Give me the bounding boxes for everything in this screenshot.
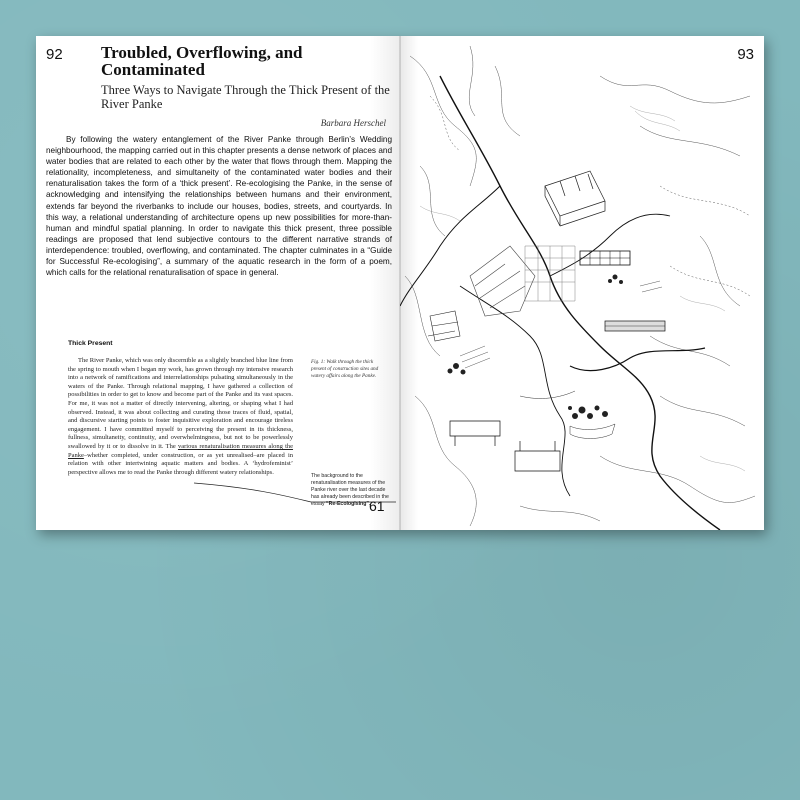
- left-page-number: 92: [46, 46, 63, 63]
- body-text-1: The River Panke, which was only discernible as a slightly branched blue line from the spring to mouth when I began my work, has grown through my intensive research into a network of ramifications and interrelationships pulsating simultaneously in the waters of the Panke. Through relational mapping, I have gathered a collection of possibilities in order to get to know and become part of the Panke and its vast spaces. For me, it was not a matter of directly intervening, altering, or shaping what I had observed. Instead, it was about collecting and curating those traces of fluid, spatial, and discursive starting points to foster inquisitive exploration and encourage tireless engagement. I have committed myself to perceiving the present in its thickness, fullness, simultaneity, continuity, and overwhelmingness, but not to be powerlessly swallowed by it or to dissolve in it. The: [68, 357, 293, 450]
- section-heading: Thick Present: [68, 340, 113, 347]
- book-spread: [36, 36, 764, 530]
- right-page-number: 93: [737, 46, 754, 63]
- book-gutter: [399, 36, 401, 530]
- chapter-subtitle: Three Ways to Navigate Through the Thick Present of the River Panke: [101, 83, 390, 111]
- body-paragraph: [68, 357, 293, 477]
- river-panke-map-illustration: [400, 36, 764, 530]
- reference-page-number: 61: [369, 498, 385, 514]
- underlined-reference-text: various renaturalisation measures along the Panke: [68, 442, 294, 459]
- figure-caption: Fig. 1: Walk through the thick present of construction sites and watery affairs along the Panke.: [311, 359, 379, 379]
- intro-paragraph: By following the watery entanglement of the River Panke through Berlin’s Wedding neighbourhood, the mapping carried out in this chapter presents a dense network of places and water bodies that are related to each other by the water that flows through them. Mapping the relationality, incompleteness, and simultaneity of the contaminated water bodies and their renaturalisation takes the form of a ‘thick present’. Re-ecologising the Panke, in the sense of acknowledging and intensifying the relationships between humans and their environment, extends far beyond the riverbanks to include our houses, bodies, streets, and courtyards. In this way, a relational understanding of architecture opens up new possibilities for more-than-human and mindful spatial planning. In order to navigate this thick present, three possible readings are proposed that lend subjective contours to the different narrative strands of interdependence: troubled, overflowing, and contaminated. The chapter culminates in a “Guide for Successful Re-ecologising”, a summary of the aquatic research in the form of a poem, which calls for the relational renaturalisation of space in general.: [46, 135, 392, 278]
- right-page: [400, 36, 764, 530]
- chapter-title: Troubled, Overflowing, and Contaminated: [101, 43, 303, 79]
- author-name: Barbara Herschel: [320, 118, 386, 128]
- margin-note-reference: “Re-Ecologising”.: [326, 501, 371, 507]
- body-text-2: –whether completed, under construction, or as yet unrealised–are placed in relation with other intertwining aquatic matters and bodies. A ‘hydrofeminist’ perspective allows me to read the Panke through different watery relationships.: [68, 451, 293, 476]
- left-page: [36, 36, 400, 530]
- margin-note-text: The background to the renaturalisation measures of the Panke river over the last decade has already been described in the essay: [311, 473, 389, 507]
